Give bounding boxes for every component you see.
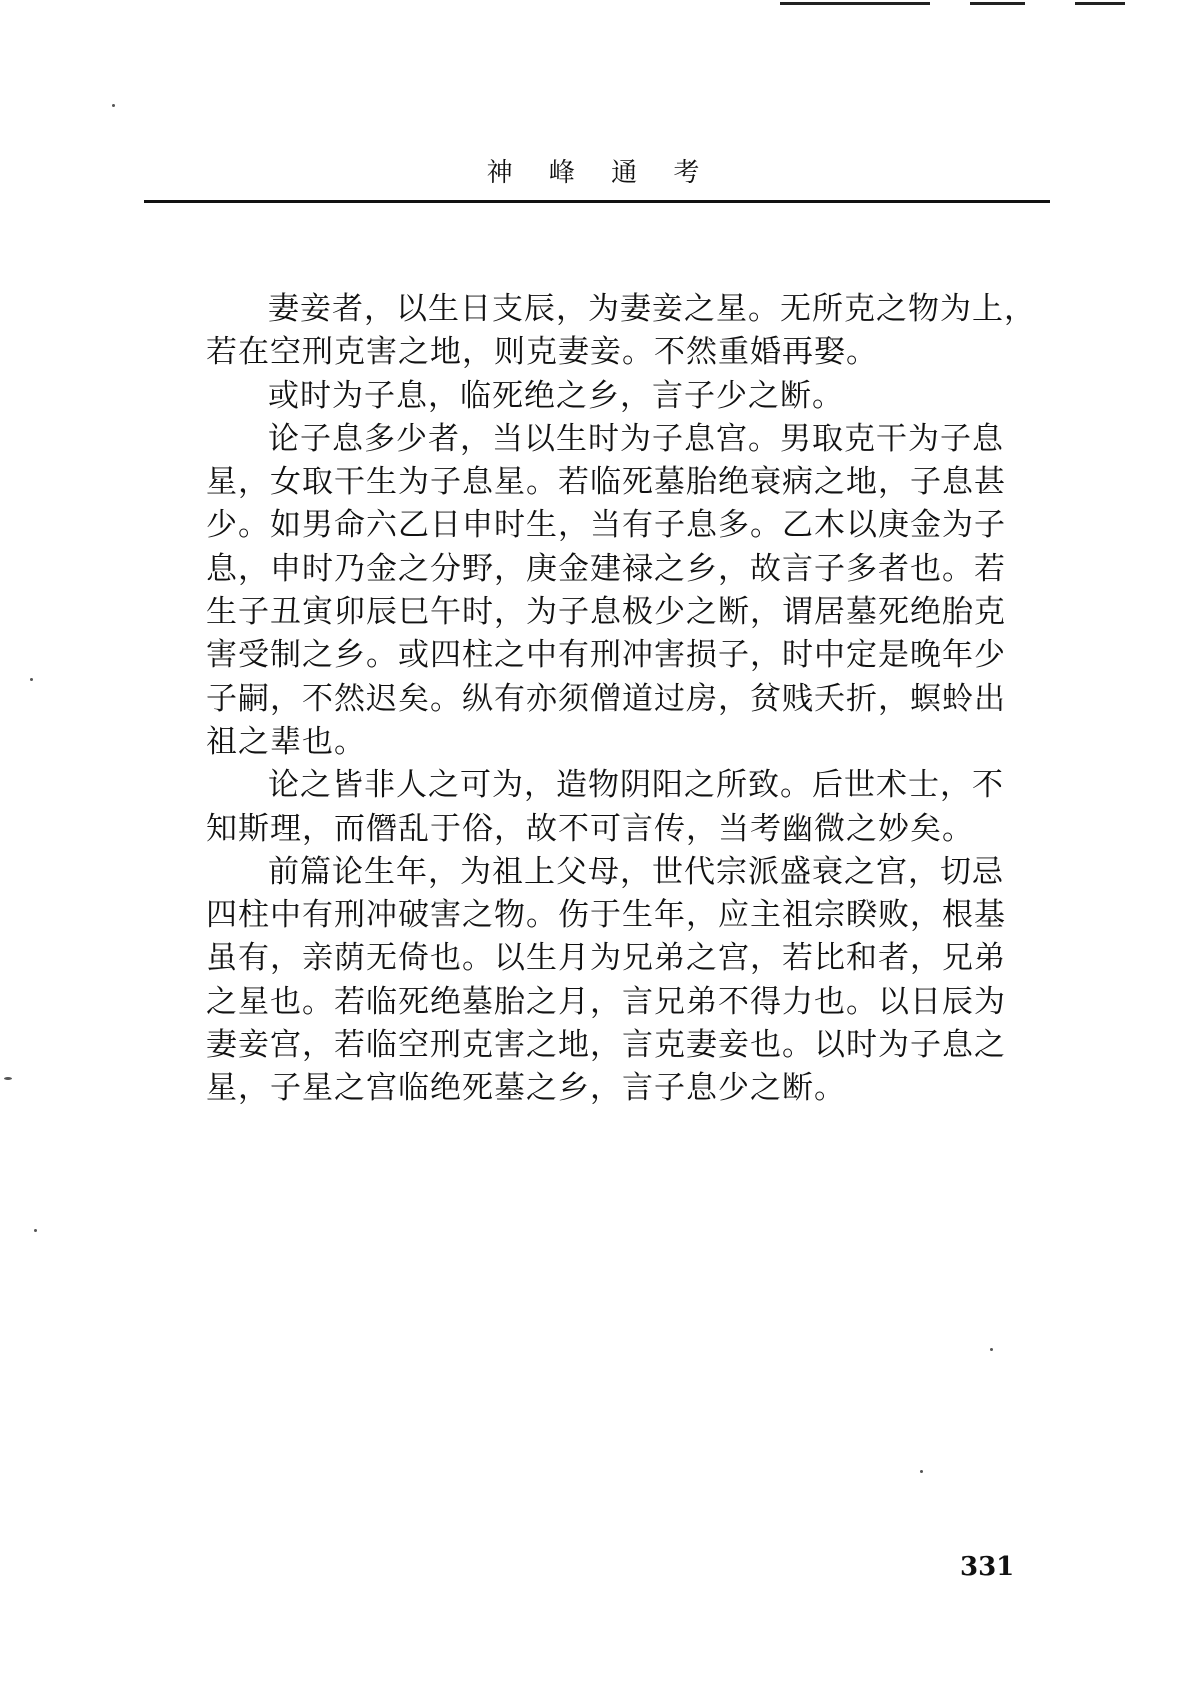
text-line: 妻妾者，以生日支辰，为妻妾之星。无所克之物为上， <box>268 291 1036 327</box>
text-line: 若在空刑克害之地，则克妻妾。不然重婚再娶。 <box>206 334 878 371</box>
text-line: 知斯理，而僭乱于俗，故不可言传，当考幽微之妙矣。 <box>206 810 974 847</box>
text-line: 星，子星之宫临绝死墓之乡，言子息少之断。 <box>206 1070 846 1107</box>
page-number: 331 <box>960 1552 1015 1582</box>
scan-speck <box>990 1348 993 1351</box>
header-rule <box>144 200 1050 203</box>
text-line: 息，申时乃金之分野，庚金建禄之乡，故言子多者也。若 <box>206 550 1006 587</box>
paragraph <box>144 288 1050 375</box>
text-line: 生子丑寅卯辰巳午时，为子息极少之断，谓居墓死绝胎克 <box>206 594 1006 631</box>
running-head-title: 神 峰 通 考 <box>486 158 714 188</box>
scan-speck <box>112 104 115 107</box>
paragraph <box>144 418 1050 764</box>
scan-speck <box>4 1077 12 1080</box>
text-line: 之星也。若临死绝墓胎之月，言兄弟不得力也。以日辰为 <box>206 983 1006 1020</box>
text-line: 虽有，亲荫无倚也。以生月为兄弟之宫，若比和者，兄弟 <box>206 940 1006 977</box>
paragraph <box>144 375 1050 418</box>
text-line: 论之皆非人之可为，造物阴阳之所致。后世术士，不 <box>268 767 1004 804</box>
text-line: 四柱中有刑冲破害之物。伤于生年，应主祖宗睽败，根基 <box>206 897 1006 934</box>
body-text <box>144 288 1050 1111</box>
scan-speck <box>920 1470 923 1473</box>
text-line: 害受制之乡。或四柱之中有刑冲害损子，时中定是晚年少 <box>206 637 1006 674</box>
scan-speck <box>34 1229 37 1232</box>
text-line: 星，女取干生为子息星。若临死墓胎绝衰病之地，子息甚 <box>206 464 1006 501</box>
paragraph <box>144 764 1050 851</box>
paragraph <box>144 851 1050 1111</box>
text-line: 子嗣，不然迟矣。纵有亦须僧道过房，贫贱夭折，螟蛉出 <box>206 680 1006 717</box>
scan-speck <box>30 678 33 681</box>
text-line: 或时为子息，临死绝之乡，言子少之断。 <box>268 377 844 414</box>
text-line: 论子息多少者，当以生时为子息宫。男取克干为子息 <box>268 420 1004 457</box>
text-line: 前篇论生年，为祖上父母，世代宗派盛衰之宫，切忌 <box>268 853 1004 890</box>
text-line: 祖之辈也。 <box>206 723 366 760</box>
text-line: 少。如男命六乙日申时生，当有子息多。乙木以庚金为子 <box>206 507 1006 544</box>
scan-top-edge-marks <box>0 0 1200 12</box>
text-line: 妻妾宫，若临空刑克害之地，言克妻妾也。以时为子息之 <box>206 1027 1006 1064</box>
